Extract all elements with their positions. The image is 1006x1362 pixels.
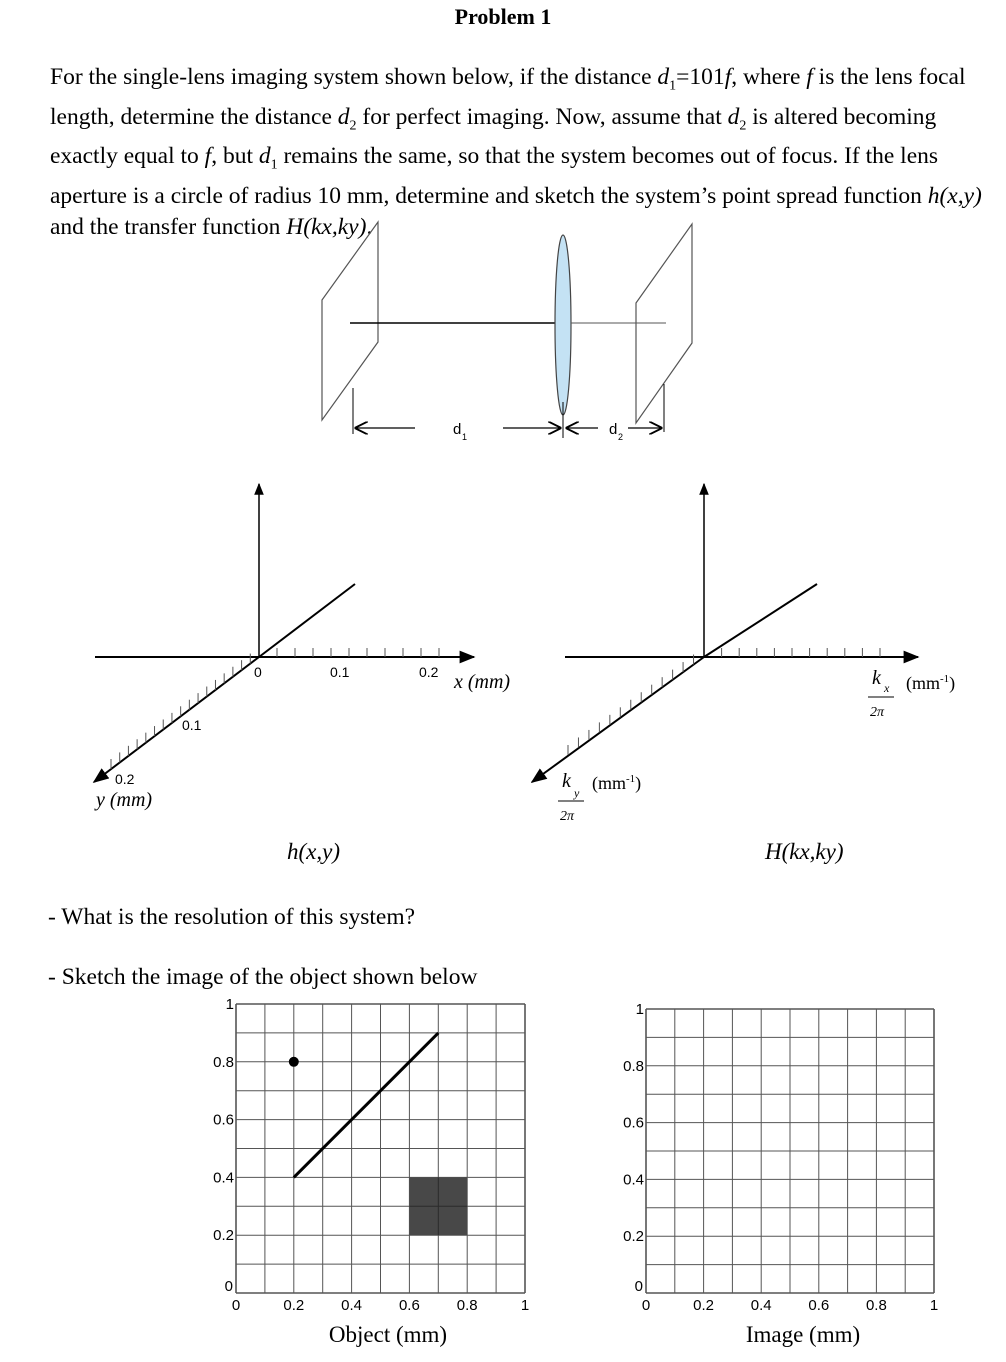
x-tick-label-0: 0 — [254, 664, 262, 680]
var-d1: d — [657, 64, 670, 90]
d2-label: d — [609, 421, 618, 438]
object-grid — [213, 996, 529, 1347]
object-y-tick-label: 0.4 — [213, 1169, 234, 1187]
object-y-tick-label: 0.6 — [213, 1111, 234, 1129]
kx-unit-exp: -1 — [940, 673, 950, 685]
var-d2: d — [337, 103, 350, 130]
psf-caption: h(x,y) — [287, 839, 340, 864]
kx-label-sub: x — [884, 681, 890, 695]
image-y-tick-label: 0.6 — [623, 1114, 644, 1132]
image-x-tick-label: 0.2 — [693, 1297, 715, 1314]
x-axis-label: x (mm) — [454, 671, 511, 693]
object-y-tick-label: 0 — [224, 1278, 233, 1295]
d2-label-sub: 2 — [618, 432, 624, 442]
object-y-tick-label: 0.2 — [213, 1227, 234, 1245]
object-y-tick-label: 1 — [225, 996, 234, 1013]
question-sketch: - Sketch the image of the object shown below — [48, 964, 478, 990]
y-axis-label: y (mm) — [96, 789, 153, 811]
image-x-tick-label: 1 — [929, 1297, 939, 1314]
object-y-tick-label: 0.8 — [213, 1053, 234, 1071]
problem-title: Problem 1 — [454, 4, 552, 29]
ky-unit-open: (mm — [592, 773, 626, 793]
text-part: , but — [211, 143, 259, 170]
image-tick-labels — [623, 1001, 938, 1314]
text-part: is altered becoming exactly equal to — [50, 103, 937, 170]
var-f: f — [724, 64, 732, 90]
x-tick-label-1: 0.1 — [330, 664, 350, 680]
image-y-tick-label: 1 — [635, 1001, 644, 1018]
image-y-tick-label: 0.8 — [623, 1057, 644, 1075]
object-tick-labels — [213, 996, 529, 1314]
y-tick-label-1: 0.1 — [182, 717, 202, 733]
object-grid-lines — [236, 1004, 525, 1293]
image-y-tick-label: 0.4 — [623, 1171, 644, 1189]
image-x-tick-label: 0.8 — [865, 1297, 887, 1314]
text-part: =101 — [676, 64, 725, 90]
image-y-tick-label: 0.2 — [623, 1228, 644, 1246]
image-x-tick-label: 0 — [641, 1297, 651, 1314]
ky-label: k — [562, 770, 571, 792]
text-part: and the transfer function — [50, 214, 287, 241]
object-x-tick-label: 0.4 — [341, 1297, 363, 1314]
text-part: for perfect imaging. Now, assume that — [356, 103, 728, 130]
object-x-tick-label: 0 — [231, 1297, 241, 1314]
sub-1: 1 — [270, 158, 278, 174]
kx-unit-open: (mm — [906, 673, 940, 693]
object-xlabel: Object (mm) — [328, 1322, 448, 1347]
ky-unit-exp: -1 — [626, 773, 636, 785]
H-expression: H(kx,ky) — [286, 214, 367, 241]
sub-1: 1 — [669, 78, 677, 94]
ky-label-sub: y — [574, 786, 580, 800]
ky-two-pi: 2π — [560, 809, 575, 824]
image-grid — [623, 1001, 938, 1347]
ky-unit-close: ) — [635, 773, 642, 793]
sub-2: 2 — [349, 118, 357, 134]
text-part: is the lens focal length, determine the distance — [50, 64, 966, 130]
object-x-tick-label: 1 — [520, 1297, 530, 1314]
kx-label: k — [872, 667, 881, 689]
image-x-tick-label: 0.4 — [750, 1297, 772, 1314]
h-expression: h(x,y) — [927, 183, 982, 210]
object-x-tick-label: 0.2 — [283, 1297, 305, 1314]
x-tick-label-2: 0.2 — [419, 664, 439, 680]
image-y-tick-label: 0 — [634, 1278, 643, 1295]
sub-2: 2 — [739, 118, 747, 134]
text-part: For the single-lens imaging system shown below, if the distance — [50, 64, 658, 90]
image-grid-lines — [646, 1009, 934, 1293]
kx-unit-close: ) — [949, 673, 956, 693]
kx-two-pi: 2π — [870, 705, 885, 720]
image-x-tick-label: 0.6 — [808, 1297, 830, 1314]
text-part: . — [366, 214, 373, 241]
var-f: f — [204, 143, 212, 170]
object-x-tick-label: 0.6 — [398, 1297, 420, 1314]
image-xlabel: Image (mm) — [745, 1322, 861, 1347]
y-tick-label-2: 0.2 — [115, 771, 135, 787]
object-x-tick-label: 0.8 — [456, 1297, 478, 1314]
text-part: remains the same, so that the system becomes out of focus. If the lens aperture is a circle of radius 10 mm, determine and sketch the system’s point spread function — [50, 143, 939, 210]
d1-label-sub: 1 — [462, 432, 468, 442]
object-point — [289, 1057, 299, 1067]
var-d1: d — [258, 143, 271, 170]
d1-label: d — [453, 421, 462, 438]
object-diagonal-line — [294, 1033, 439, 1178]
var-f: f — [806, 64, 813, 90]
text-part: , where — [731, 64, 807, 90]
var-d2: d — [727, 103, 740, 130]
question-resolution: - What is the resolution of this system? — [48, 904, 416, 930]
tf-caption: H(kx,ky) — [765, 839, 844, 864]
